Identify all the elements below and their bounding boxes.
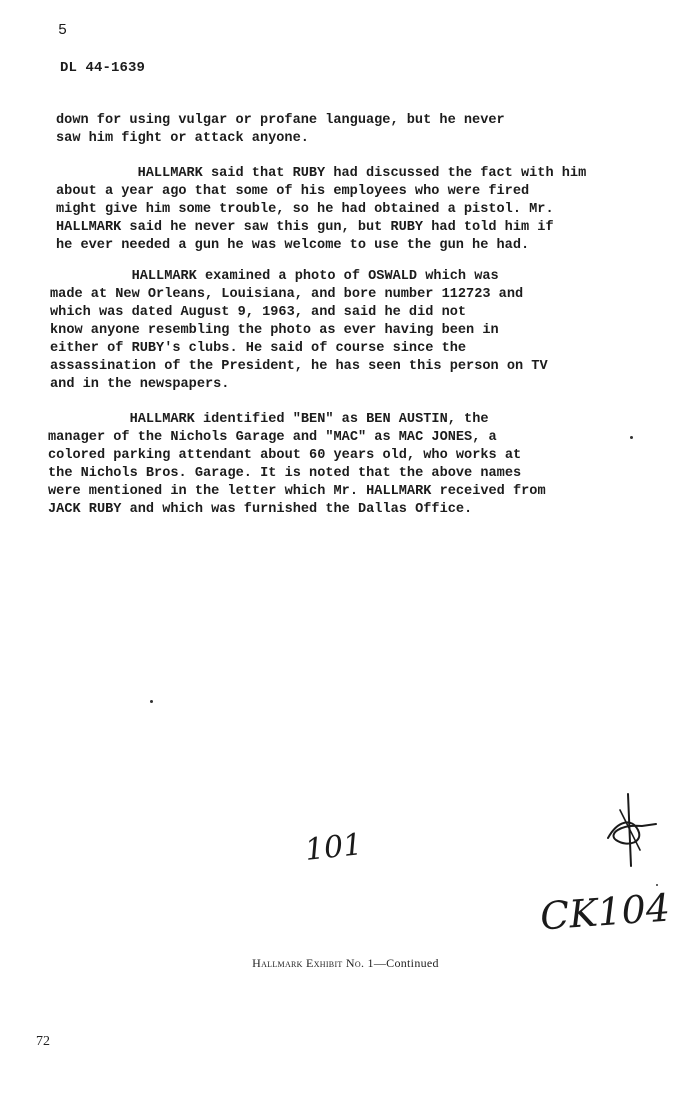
page-number-top: 5: [58, 22, 68, 39]
text-line: saw him fight or attack anyone.: [56, 131, 309, 146]
handwritten-initials-icon: [598, 790, 662, 870]
text-line: which was dated August 9, 1963, and said he did not: [50, 305, 467, 320]
text-line: JACK RUBY and which was furnished the Dallas Office.: [48, 502, 473, 517]
text-line: down for using vulgar or profane language, but he never: [56, 113, 505, 128]
text-line: colored parking attendant about 60 years old, who works at: [48, 448, 522, 463]
text-line: were mentioned in the letter which Mr. HALLMARK received from: [48, 484, 546, 499]
paragraph-3: [50, 268, 548, 394]
text-line: manager of the Nichols Garage and "MAC" as MAC JONES, a: [48, 430, 497, 445]
scan-speck: [150, 700, 153, 703]
text-line: HALLMARK said he never saw this gun, but RUBY had told him if: [56, 220, 554, 235]
paragraph-2: [56, 165, 586, 255]
text-line: about a year ago that some of his employees who were fired: [56, 184, 530, 199]
scan-speck: [630, 436, 633, 439]
exhibit-caption-main: Hallmark Exhibit No. 1: [252, 956, 374, 970]
text-line: the Nichols Bros. Garage. It is noted that the above names: [48, 466, 522, 481]
text-line: might give him some trouble, so he had obtained a pistol. Mr.: [56, 202, 554, 217]
exhibit-caption-continued: —Continued: [373, 956, 439, 970]
text-line: he ever needed a gun he was welcome to use the gun he had.: [56, 238, 530, 253]
text-line: know anyone resembling the photo as ever having been in: [50, 323, 499, 338]
exhibit-caption: [0, 956, 691, 971]
text-line: made at New Orleans, Louisiana, and bore number 112723 and: [50, 287, 524, 302]
text-line: and in the newspapers.: [50, 377, 230, 392]
handwritten-initials-code: CK104: [538, 885, 672, 939]
handwritten-page-mark: 101: [303, 827, 364, 868]
paragraph-4: [48, 411, 546, 519]
paragraph-1: [56, 112, 505, 148]
file-number: DL 44-1639: [60, 60, 146, 76]
text-line: HALLMARK examined a photo of OSWALD which was: [50, 269, 499, 284]
text-line: either of RUBY's clubs. He said of course since the: [50, 341, 467, 356]
text-line: HALLMARK identified "BEN" as BEN AUSTIN, the: [48, 412, 489, 427]
text-line: HALLMARK said that RUBY had discussed the fact with him: [56, 166, 587, 181]
page-number-bottom: 72: [36, 1034, 50, 1049]
text-line: assassination of the President, he has seen this person on TV: [50, 359, 548, 374]
